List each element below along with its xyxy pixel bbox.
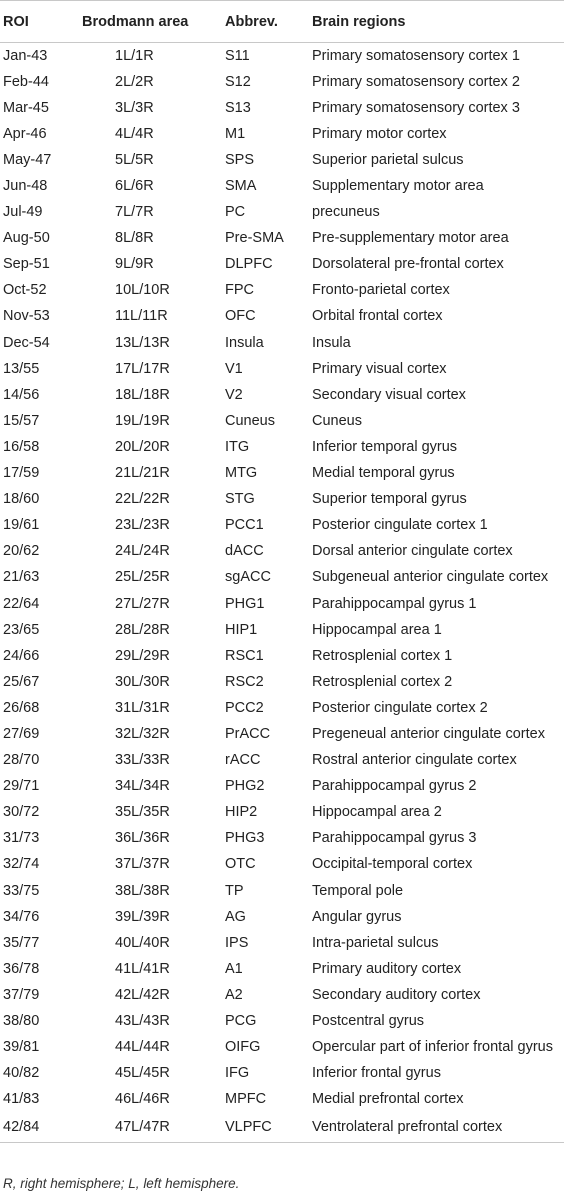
cell-brodmann-area: 30L/30R (115, 673, 170, 690)
cell-brain-region: Medial temporal gyrus (312, 465, 455, 482)
cell-brain-region: Primary visual cortex (312, 360, 447, 377)
cell-abbrev: PHG1 (225, 595, 265, 612)
cell-roi: Nov-53 (3, 308, 50, 325)
cell-brodmann-area: 5L/5R (115, 151, 154, 168)
cell-brain-region: Hippocampal area 2 (312, 804, 442, 821)
cell-abbrev: VLPFC (225, 1119, 272, 1136)
table-row (0, 408, 564, 434)
cell-roi: 34/76 (3, 908, 40, 925)
cell-brodmann-area: 3L/3R (115, 99, 154, 116)
table-row (0, 330, 564, 356)
cell-brodmann-area: 20L/20R (115, 438, 170, 455)
cell-brodmann-area: 33L/33R (115, 752, 170, 769)
cell-abbrev: FPC (225, 282, 254, 299)
cell-brodmann-area: 17L/17R (115, 360, 170, 377)
cell-brain-region: Posterior cingulate cortex 1 (312, 517, 488, 534)
table-row (0, 930, 564, 956)
cell-roi: Sep-51 (3, 256, 50, 273)
cell-brain-region: Primary somatosensory cortex 3 (312, 99, 520, 116)
cell-roi: 13/55 (3, 360, 40, 377)
cell-brodmann-area: 35L/35R (115, 804, 170, 821)
table-row (0, 121, 564, 147)
cell-abbrev: MTG (225, 465, 258, 482)
cell-roi: 33/75 (3, 882, 40, 899)
table-row (0, 1060, 564, 1086)
cell-brodmann-area: 6L/6R (115, 178, 154, 195)
table-row (0, 173, 564, 199)
table-row (0, 69, 564, 95)
cell-roi: 36/78 (3, 960, 40, 977)
cell-brain-region: Primary somatosensory cortex 1 (312, 47, 520, 64)
table-row (0, 382, 564, 408)
cell-abbrev: rACC (225, 752, 261, 769)
cell-brodmann-area: 27L/27R (115, 595, 170, 612)
cell-roi: 28/70 (3, 752, 40, 769)
cell-brain-region: Secondary visual cortex (312, 386, 466, 403)
cell-abbrev: V2 (225, 386, 243, 403)
cell-abbrev: PCC1 (225, 517, 264, 534)
cell-roi: 42/84 (3, 1119, 40, 1136)
cell-roi: 16/58 (3, 438, 40, 455)
table-row (0, 1008, 564, 1034)
cell-brodmann-area: 37L/37R (115, 856, 170, 873)
cell-roi: Apr-46 (3, 125, 47, 142)
cell-roi: 35/77 (3, 934, 40, 951)
cell-abbrev: S12 (225, 73, 251, 90)
table-row (0, 982, 564, 1008)
cell-brodmann-area: 18L/18R (115, 386, 170, 403)
cell-abbrev: A1 (225, 960, 243, 977)
cell-abbrev: RSC2 (225, 673, 264, 690)
table-row (0, 95, 564, 121)
cell-abbrev: PrACC (225, 725, 271, 742)
cell-abbrev: PCG (225, 1013, 257, 1030)
cell-brodmann-area: 44L/44R (115, 1039, 170, 1056)
cell-brodmann-area: 29L/29R (115, 647, 170, 664)
table-row (0, 695, 564, 721)
cell-brain-region: Pre-supplementary motor area (312, 230, 509, 247)
cell-roi: Jul-49 (3, 204, 43, 221)
cell-roi: Aug-50 (3, 230, 50, 247)
table-row (0, 199, 564, 225)
cell-brain-region: Orbital frontal cortex (312, 308, 443, 325)
cell-brain-region: Intra-parietal sulcus (312, 934, 439, 951)
cell-roi: Oct-52 (3, 282, 47, 299)
cell-brodmann-area: 8L/8R (115, 230, 154, 247)
cell-roi: 40/82 (3, 1065, 40, 1082)
cell-brain-region: Primary auditory cortex (312, 960, 462, 977)
cell-abbrev: PHG3 (225, 830, 265, 847)
cell-brain-region: Dorsal anterior cingulate cortex (312, 543, 513, 560)
cell-brain-region: Parahippocampal gyrus 3 (312, 830, 477, 847)
cell-roi: 23/65 (3, 621, 40, 638)
table-row (0, 251, 564, 277)
table-row (0, 356, 564, 382)
cell-brodmann-area: 40L/40R (115, 934, 170, 951)
cell-abbrev: OTC (225, 856, 256, 873)
cell-brain-region: Angular gyrus (312, 908, 402, 925)
cell-abbrev: RSC1 (225, 647, 264, 664)
cell-brodmann-area: 22L/22R (115, 491, 170, 508)
cell-abbrev: PHG2 (225, 778, 265, 795)
cell-abbrev: dACC (225, 543, 264, 560)
cell-abbrev: S11 (225, 47, 250, 64)
cell-abbrev: OFC (225, 308, 256, 325)
cell-brodmann-area: 7L/7R (115, 204, 154, 221)
cell-roi: May-47 (3, 151, 52, 168)
cell-roi: 24/66 (3, 647, 40, 664)
cell-brodmann-area: 46L/46R (115, 1091, 170, 1108)
cell-brain-region: Hippocampal area 1 (312, 621, 442, 638)
cell-brain-region: Cuneus (312, 412, 362, 429)
cell-abbrev: DLPFC (225, 256, 273, 273)
cell-brodmann-area: 24L/24R (115, 543, 170, 560)
cell-roi: Dec-54 (3, 334, 50, 351)
cell-brain-region: Medial prefrontal cortex (312, 1091, 464, 1108)
cell-roi: 38/80 (3, 1013, 40, 1030)
cell-roi: 26/68 (3, 699, 40, 716)
table-row (0, 851, 564, 877)
cell-brain-region: Pregeneual anterior cingulate cortex (312, 725, 545, 742)
cell-brain-region: Subgeneual anterior cingulate cortex (312, 569, 549, 586)
cell-roi: 15/57 (3, 412, 40, 429)
cell-roi: Jan-43 (3, 47, 48, 64)
cell-roi: 39/81 (3, 1039, 40, 1056)
table-row (0, 878, 564, 904)
cell-abbrev: S13 (225, 99, 251, 116)
header-brodmann-area: Brodmann area (82, 13, 189, 30)
table-row (0, 512, 564, 538)
table-row (0, 617, 564, 643)
cell-brodmann-area: 2L/2R (115, 73, 154, 90)
cell-brain-region: Primary motor cortex (312, 125, 447, 142)
cell-brodmann-area: 9L/9R (115, 256, 154, 273)
cell-roi: 41/83 (3, 1091, 40, 1108)
cell-abbrev: PCC2 (225, 699, 264, 716)
cell-abbrev: PC (225, 204, 246, 221)
cell-abbrev: SMA (225, 178, 257, 195)
cell-roi: 27/69 (3, 725, 40, 742)
cell-brain-region: Opercular part of inferior frontal gyrus (312, 1039, 553, 1056)
table-row (0, 538, 564, 564)
header-brain-regions: Brain regions (312, 13, 406, 30)
table-row (0, 1086, 564, 1112)
cell-brain-region: precuneus (312, 204, 380, 221)
header-abbrev: Abbrev. (225, 13, 278, 30)
cell-abbrev: IPS (225, 934, 249, 951)
cell-brain-region: Fronto-parietal cortex (312, 282, 450, 299)
cell-abbrev: ITG (225, 438, 250, 455)
cell-brain-region: Parahippocampal gyrus 1 (312, 595, 477, 612)
cell-brain-region: Secondary auditory cortex (312, 986, 481, 1003)
table-row (0, 643, 564, 669)
cell-brodmann-area: 19L/19R (115, 412, 170, 429)
cell-roi: 31/73 (3, 830, 40, 847)
table-row (0, 799, 564, 825)
cell-brain-region: Postcentral gyrus (312, 1013, 425, 1030)
cell-brodmann-area: 41L/41R (115, 960, 170, 977)
cell-abbrev: Pre-SMA (225, 230, 284, 247)
table-footnote: R, right hemisphere; L, left hemisphere. (3, 1176, 240, 1191)
cell-abbrev: sgACC (225, 569, 271, 586)
cell-brodmann-area: 42L/42R (115, 986, 170, 1003)
table-row (0, 721, 564, 747)
cell-brodmann-area: 47L/47R (115, 1119, 170, 1136)
cell-brodmann-area: 25L/25R (115, 569, 170, 586)
cell-brodmann-area: 36L/36R (115, 830, 170, 847)
cell-brain-region: Inferior temporal gyrus (312, 438, 458, 455)
cell-abbrev: HIP2 (225, 804, 258, 821)
table-row (0, 956, 564, 982)
cell-abbrev: OIFG (225, 1039, 261, 1056)
cell-brodmann-area: 43L/43R (115, 1013, 170, 1030)
table-row (0, 1112, 564, 1142)
cell-abbrev: M1 (225, 125, 246, 142)
cell-roi: 37/79 (3, 986, 40, 1003)
table-row (0, 460, 564, 486)
cell-brodmann-area: 21L/21R (115, 465, 170, 482)
cell-roi: 29/71 (3, 778, 40, 795)
table-row (0, 434, 564, 460)
cell-brodmann-area: 31L/31R (115, 699, 170, 716)
cell-abbrev: STG (225, 491, 255, 508)
cell-roi: 19/61 (3, 517, 40, 534)
table-header (0, 1, 564, 43)
cell-brain-region: Ventrolateral prefrontal cortex (312, 1119, 503, 1136)
cell-abbrev: Cuneus (225, 412, 275, 429)
cell-roi: 21/63 (3, 569, 40, 586)
cell-abbrev: AG (225, 908, 246, 925)
cell-roi: 18/60 (3, 491, 40, 508)
cell-brodmann-area: 39L/39R (115, 908, 170, 925)
table-row (0, 43, 564, 69)
cell-brodmann-area: 38L/38R (115, 882, 170, 899)
cell-abbrev: MPFC (225, 1091, 267, 1108)
table-row (0, 1034, 564, 1060)
cell-roi: 22/64 (3, 595, 40, 612)
cell-brain-region: Inferior frontal gyrus (312, 1065, 441, 1082)
cell-roi: 20/62 (3, 543, 40, 560)
cell-abbrev: A2 (225, 986, 243, 1003)
cell-brain-region: Supplementary motor area (312, 178, 484, 195)
cell-brain-region: Primary somatosensory cortex 2 (312, 73, 520, 90)
cell-abbrev: SPS (225, 151, 255, 168)
cell-abbrev: HIP1 (225, 621, 258, 638)
cell-roi: 30/72 (3, 804, 40, 821)
cell-brain-region: Occipital-temporal cortex (312, 856, 473, 873)
header-roi: ROI (3, 13, 29, 30)
cell-brain-region: Superior parietal sulcus (312, 151, 464, 168)
table-body (0, 43, 564, 1143)
cell-brain-region: Temporal pole (312, 882, 404, 899)
cell-roi: 32/74 (3, 856, 40, 873)
cell-roi: Jun-48 (3, 178, 48, 195)
cell-abbrev: Insula (225, 334, 264, 351)
cell-brodmann-area: 28L/28R (115, 621, 170, 638)
table-row (0, 225, 564, 251)
cell-brain-region: Dorsolateral pre-frontal cortex (312, 256, 504, 273)
table-row (0, 303, 564, 329)
cell-brain-region: Insula (312, 334, 351, 351)
cell-brain-region: Posterior cingulate cortex 2 (312, 699, 488, 716)
cell-brain-region: Rostral anterior cingulate cortex (312, 752, 517, 769)
cell-brodmann-area: 34L/34R (115, 778, 170, 795)
cell-brodmann-area: 23L/23R (115, 517, 170, 534)
table-row (0, 147, 564, 173)
cell-roi: Mar-45 (3, 99, 49, 116)
cell-brodmann-area: 13L/13R (115, 334, 170, 351)
table-row (0, 825, 564, 851)
table-row (0, 486, 564, 512)
cell-brodmann-area: 11L/11R (115, 308, 168, 325)
cell-brodmann-area: 32L/32R (115, 725, 170, 742)
cell-roi: 25/67 (3, 673, 40, 690)
cell-brain-region: Parahippocampal gyrus 2 (312, 778, 477, 795)
cell-brain-region: Retrosplenial cortex 2 (312, 673, 453, 690)
cell-brain-region: Retrosplenial cortex 1 (312, 647, 453, 664)
table-row (0, 564, 564, 590)
cell-roi: 14/56 (3, 386, 40, 403)
cell-brodmann-area: 10L/10R (115, 282, 170, 299)
table-row (0, 747, 564, 773)
cell-brodmann-area: 1L/1R (115, 47, 154, 64)
table-row (0, 277, 564, 303)
cell-roi: Feb-44 (3, 73, 49, 90)
cell-abbrev: IFG (225, 1065, 250, 1082)
table-row (0, 590, 564, 616)
cell-brodmann-area: 45L/45R (115, 1065, 170, 1082)
table-row (0, 669, 564, 695)
cell-abbrev: TP (225, 882, 244, 899)
header-row (0, 1, 564, 43)
cell-brain-region: Superior temporal gyrus (312, 491, 467, 508)
cell-brodmann-area: 4L/4R (115, 125, 154, 142)
cell-abbrev: V1 (225, 360, 243, 377)
cell-roi: 17/59 (3, 465, 40, 482)
table-row (0, 773, 564, 799)
table-row (0, 904, 564, 930)
